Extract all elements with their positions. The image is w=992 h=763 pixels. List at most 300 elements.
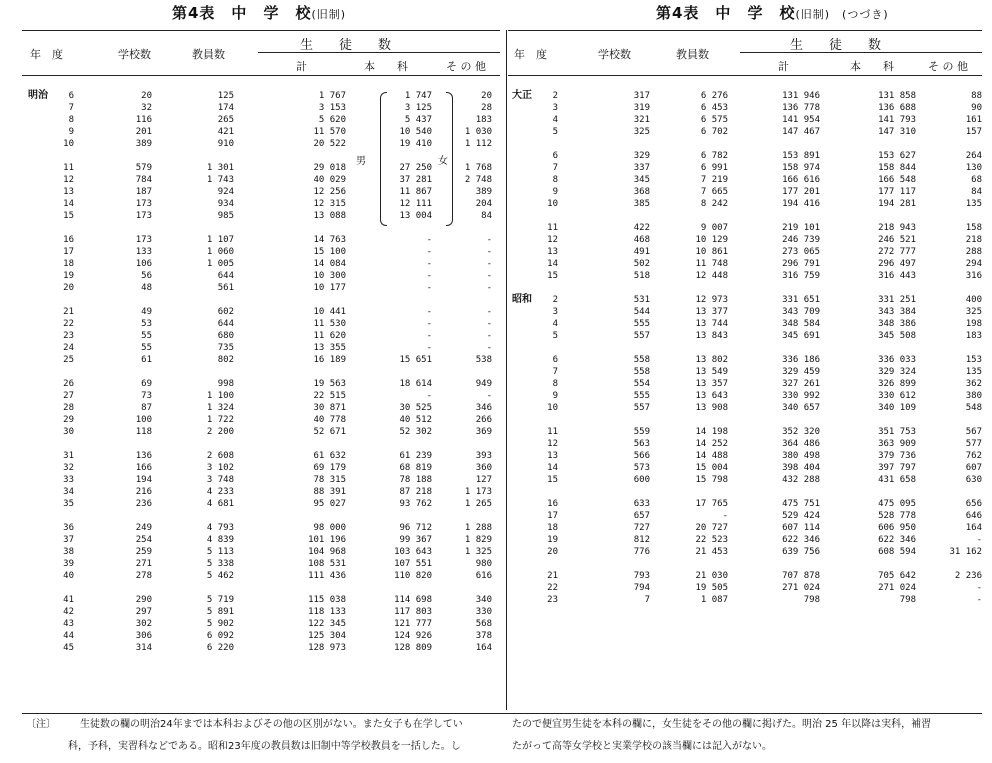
other-cell: -	[486, 283, 492, 293]
total-cell: 125 304	[308, 631, 346, 641]
total-cell: 343 709	[782, 307, 820, 317]
era-cell	[28, 246, 52, 258]
year-cell: 20	[63, 283, 74, 293]
year-cell: 21	[63, 307, 74, 317]
table-row	[28, 486, 492, 498]
main-cell: 18 614	[399, 379, 432, 389]
total-cell: 273 065	[782, 247, 820, 257]
era-cell	[512, 162, 536, 174]
total-cell: 13 355	[313, 343, 346, 353]
main-cell: 218 943	[878, 223, 916, 233]
other-cell: 28	[481, 103, 492, 113]
table-row	[512, 366, 982, 378]
year-cell: 43	[63, 619, 74, 629]
table-row	[28, 90, 492, 102]
era-cell	[28, 102, 52, 114]
note-left-line-1: 生徒数の欄の明治24年までは本科およびその他の区別がない。また女子も在学してい	[80, 719, 463, 730]
year-cell: 34	[63, 487, 74, 497]
era-cell	[28, 306, 52, 318]
table-row	[28, 618, 492, 630]
table-row	[512, 258, 982, 270]
era-cell	[28, 606, 52, 618]
year-cell: 8	[552, 379, 558, 389]
year-cell: 23	[63, 331, 74, 341]
era-cell	[28, 282, 52, 294]
main-cell: 194 281	[878, 199, 916, 209]
main-cell: 330 612	[878, 391, 916, 401]
era-cell	[28, 210, 52, 222]
main-cell: -	[426, 283, 432, 293]
table-row	[28, 126, 492, 138]
teachers-cell: 1 324	[206, 403, 234, 413]
total-cell: 153 891	[782, 151, 820, 161]
main-cell: 348 386	[878, 319, 916, 329]
era-cell	[512, 522, 536, 534]
left-header-total: 計	[296, 60, 307, 73]
total-cell: 147 467	[782, 127, 820, 137]
schools-cell: 201	[135, 127, 152, 137]
schools-cell: 793	[633, 571, 650, 581]
schools-cell: 329	[633, 151, 650, 161]
era-cell	[28, 114, 52, 126]
other-cell: -	[486, 391, 492, 401]
total-cell: 348 584	[782, 319, 820, 329]
total-cell: 13 088	[313, 211, 346, 221]
teachers-cell: 4 233	[206, 487, 234, 497]
spacer-cell	[28, 150, 492, 162]
main-cell: 316 443	[878, 271, 916, 281]
table-row	[28, 246, 492, 258]
table-row	[28, 498, 492, 510]
total-cell: 15 100	[313, 247, 346, 257]
era-cell	[28, 426, 52, 438]
other-cell: 548	[965, 403, 982, 413]
table-row	[512, 462, 982, 474]
main-cell: 96 712	[399, 523, 432, 533]
other-cell: -	[486, 343, 492, 353]
main-cell: 1 747	[404, 91, 432, 101]
year-cell: 27	[63, 391, 74, 401]
main-cell: 246 521	[878, 235, 916, 245]
era-cell	[512, 150, 536, 162]
era-cell: 明治	[28, 90, 48, 101]
table-row	[512, 546, 982, 558]
schools-cell: 216	[135, 487, 152, 497]
teachers-cell: 2 200	[206, 427, 234, 437]
year-cell: 23	[547, 595, 558, 605]
main-cell: 131 858	[878, 91, 916, 101]
total-cell: 707 878	[782, 571, 820, 581]
teachers-cell: 561	[217, 283, 234, 293]
main-cell: 329 324	[878, 367, 916, 377]
schools-cell: 55	[141, 331, 152, 341]
table-row	[512, 174, 982, 186]
total-cell: 12 256	[313, 187, 346, 197]
teachers-cell: 1 087	[700, 595, 728, 605]
schools-cell: 657	[633, 511, 650, 521]
era-cell	[28, 402, 52, 414]
total-cell: 607 114	[782, 523, 820, 533]
main-cell: 158 844	[878, 163, 916, 173]
table-row	[512, 318, 982, 330]
other-cell: 330	[475, 607, 492, 617]
total-cell: 5 620	[318, 115, 346, 125]
era-cell	[28, 270, 52, 282]
total-cell: 398 404	[782, 463, 820, 473]
table-row	[512, 234, 982, 246]
year-cell: 11	[547, 223, 558, 233]
main-cell: 622 346	[878, 535, 916, 545]
teachers-cell: 15 798	[695, 475, 728, 485]
schools-cell: 297	[135, 607, 152, 617]
spacer-cell	[512, 210, 982, 222]
schools-cell: 600	[633, 475, 650, 485]
schools-cell: 555	[633, 391, 650, 401]
group-spacer	[512, 486, 982, 498]
year-cell: 22	[63, 319, 74, 329]
total-cell: 10 441	[313, 307, 346, 317]
main-cell: -	[426, 235, 432, 245]
era-cell	[512, 546, 536, 558]
main-cell: -	[426, 319, 432, 329]
right-header-rule	[508, 75, 982, 76]
year-cell: 6	[552, 355, 558, 365]
era-cell	[512, 510, 536, 522]
teachers-cell: 13 802	[695, 355, 728, 365]
schools-cell: 48	[141, 283, 152, 293]
year-cell: 36	[63, 523, 74, 533]
spacer-cell	[28, 366, 492, 378]
year-cell: 16	[63, 235, 74, 245]
other-cell: 90	[971, 103, 982, 113]
era-cell	[512, 174, 536, 186]
left-header-main: 本 科	[364, 60, 408, 73]
teachers-cell: 17 765	[695, 499, 728, 509]
year-cell: 4	[552, 319, 558, 329]
right-top-rule	[508, 30, 982, 31]
main-cell: 10 540	[399, 127, 432, 137]
year-cell: 7	[552, 367, 558, 377]
total-cell: 118 133	[308, 607, 346, 617]
teachers-cell: 20 727	[695, 523, 728, 533]
year-cell: 37	[63, 535, 74, 545]
other-cell: 183	[965, 331, 982, 341]
teachers-cell: 21 453	[695, 547, 728, 557]
total-cell: 529 424	[782, 511, 820, 521]
right-header-schools: 学校数	[598, 48, 631, 61]
teachers-cell: 1 060	[206, 247, 234, 257]
total-cell: 101 196	[308, 535, 346, 545]
year-cell: 14	[547, 259, 558, 269]
schools-cell: 187	[135, 187, 152, 197]
main-cell: 78 188	[399, 475, 432, 485]
teachers-cell: 1 107	[206, 235, 234, 245]
era-cell	[512, 258, 536, 270]
main-cell: 107 551	[394, 559, 432, 569]
spacer-cell	[28, 510, 492, 522]
year-cell: 39	[63, 559, 74, 569]
schools-cell: 87	[141, 403, 152, 413]
main-cell: 15 651	[399, 355, 432, 365]
other-cell: 31 162	[949, 547, 982, 557]
teachers-cell: 421	[217, 127, 234, 137]
total-cell: 20 522	[313, 139, 346, 149]
teachers-cell: 6 453	[700, 103, 728, 113]
other-cell: 568	[475, 619, 492, 629]
schools-cell: 468	[633, 235, 650, 245]
main-cell: 345 508	[878, 331, 916, 341]
schools-cell: 278	[135, 571, 152, 581]
era-cell	[28, 450, 52, 462]
group-spacer	[28, 510, 492, 522]
total-cell: 14 084	[313, 259, 346, 269]
era-cell	[512, 126, 536, 138]
other-cell: 20	[481, 91, 492, 101]
era-cell	[512, 114, 536, 126]
year-cell: 38	[63, 547, 74, 557]
spacer-cell	[28, 438, 492, 450]
teachers-cell: 1 005	[206, 259, 234, 269]
schools-cell: 49	[141, 307, 152, 317]
schools-cell: 56	[141, 271, 152, 281]
year-cell: 18	[63, 259, 74, 269]
era-cell	[28, 558, 52, 570]
year-cell: 33	[63, 475, 74, 485]
main-cell: -	[426, 331, 432, 341]
teachers-cell: 7 219	[700, 175, 728, 185]
total-cell: 11 570	[313, 127, 346, 137]
table-row	[512, 378, 982, 390]
table-row	[28, 258, 492, 270]
era-cell	[28, 618, 52, 630]
table-row	[28, 522, 492, 534]
total-cell: 14 763	[313, 235, 346, 245]
table-row	[28, 138, 492, 150]
table-row	[28, 234, 492, 246]
teachers-cell: 15 004	[695, 463, 728, 473]
teachers-cell: 1 722	[206, 415, 234, 425]
other-cell: 68	[971, 175, 982, 185]
table-row	[512, 402, 982, 414]
teachers-cell: 13 549	[695, 367, 728, 377]
total-cell: 78 315	[313, 475, 346, 485]
left-label-male: 男	[356, 156, 366, 167]
schools-cell: 106	[135, 259, 152, 269]
total-cell: 22 515	[313, 391, 346, 401]
year-cell: 19	[547, 535, 558, 545]
other-cell: 646	[965, 511, 982, 521]
teachers-cell: 644	[217, 271, 234, 281]
year-cell: 2	[552, 295, 558, 305]
right-data-table	[512, 90, 982, 606]
schools-cell: 254	[135, 535, 152, 545]
other-cell: 340	[475, 595, 492, 605]
total-cell: 30 871	[313, 403, 346, 413]
table-row	[28, 306, 492, 318]
left-table-body	[28, 90, 492, 654]
note-label: 〔注〕	[26, 719, 56, 730]
note-left-line-2: 科，予科，実習科などである。昭和23年度の教員数は旧制中等学校教員を一括した。し	[68, 741, 461, 752]
schools-cell: 337	[633, 163, 650, 173]
spacer-cell	[512, 282, 982, 294]
main-cell: 40 512	[399, 415, 432, 425]
main-cell: 103 643	[394, 547, 432, 557]
total-cell: 331 651	[782, 295, 820, 305]
era-cell	[512, 570, 536, 582]
era-cell	[28, 342, 52, 354]
main-cell: 397 797	[878, 463, 916, 473]
year-cell: 9	[68, 127, 74, 137]
total-cell: 12 315	[313, 199, 346, 209]
table-row	[512, 594, 982, 606]
other-cell: 630	[965, 475, 982, 485]
left-header-rule	[22, 75, 500, 76]
total-cell: 3 153	[318, 103, 346, 113]
main-cell: 166 548	[878, 175, 916, 185]
total-cell: 10 300	[313, 271, 346, 281]
teachers-cell: 9 007	[700, 223, 728, 233]
main-cell: -	[426, 271, 432, 281]
group-spacer	[28, 582, 492, 594]
schools-cell: 116	[135, 115, 152, 125]
other-cell: 183	[475, 115, 492, 125]
year-cell: 15	[63, 211, 74, 221]
main-cell: 272 777	[878, 247, 916, 257]
schools-cell: 100	[135, 415, 152, 425]
year-cell: 14	[547, 463, 558, 473]
total-cell: 88 391	[313, 487, 346, 497]
total-cell: 52 671	[313, 427, 346, 437]
schools-cell: 73	[141, 391, 152, 401]
table-row	[512, 270, 982, 282]
schools-cell: 794	[633, 583, 650, 593]
other-cell: 1 265	[464, 499, 492, 509]
table-row	[28, 414, 492, 426]
teachers-cell: 3 102	[206, 463, 234, 473]
table-row	[28, 186, 492, 198]
year-cell: 7	[552, 163, 558, 173]
teachers-cell: 10 861	[695, 247, 728, 257]
year-cell: 40	[63, 571, 74, 581]
main-cell: 340 109	[878, 403, 916, 413]
total-cell: 219 101	[782, 223, 820, 233]
era-cell	[512, 462, 536, 474]
year-cell: 26	[63, 379, 74, 389]
era-cell	[512, 270, 536, 282]
teachers-cell: 14 252	[695, 439, 728, 449]
other-cell: 218	[965, 235, 982, 245]
era-cell	[512, 318, 536, 330]
group-spacer	[28, 294, 492, 306]
year-cell: 35	[63, 499, 74, 509]
year-cell: 21	[547, 571, 558, 581]
main-cell: 128 809	[394, 643, 432, 653]
total-cell: 16 189	[313, 355, 346, 365]
group-spacer	[512, 342, 982, 354]
total-cell: 316 759	[782, 271, 820, 281]
other-cell: 577	[965, 439, 982, 449]
total-cell: 40 778	[313, 415, 346, 425]
table-row	[28, 342, 492, 354]
era-cell	[512, 498, 536, 510]
right-header-total: 計	[778, 60, 789, 73]
total-cell: 380 498	[782, 451, 820, 461]
main-cell: 326 899	[878, 379, 916, 389]
total-cell: 194 416	[782, 199, 820, 209]
main-cell: 475 095	[878, 499, 916, 509]
schools-cell: 302	[135, 619, 152, 629]
schools-cell: 259	[135, 547, 152, 557]
main-cell: 117 803	[394, 607, 432, 617]
era-cell	[512, 102, 536, 114]
teachers-cell: 735	[217, 343, 234, 353]
year-cell: 13	[547, 451, 558, 461]
teachers-cell: 644	[217, 319, 234, 329]
main-cell: 606 950	[878, 523, 916, 533]
era-cell: 大正	[512, 90, 532, 101]
total-cell: 271 024	[782, 583, 820, 593]
spacer-cell	[512, 342, 982, 354]
schools-cell: 55	[141, 343, 152, 353]
era-cell	[512, 306, 536, 318]
table-row	[512, 354, 982, 366]
main-cell: 110 820	[394, 571, 432, 581]
schools-cell: 7	[644, 595, 650, 605]
table-row	[512, 390, 982, 402]
other-cell: 198	[965, 319, 982, 329]
schools-cell: 812	[633, 535, 650, 545]
other-cell: -	[976, 583, 982, 593]
spacer-cell	[512, 414, 982, 426]
year-cell: 11	[547, 427, 558, 437]
schools-cell: 236	[135, 499, 152, 509]
teachers-cell: 125	[217, 91, 234, 101]
main-cell: -	[426, 247, 432, 257]
total-cell: 798	[803, 595, 820, 605]
group-spacer	[512, 282, 982, 294]
total-cell: 327 261	[782, 379, 820, 389]
total-cell: 364 486	[782, 439, 820, 449]
year-cell: 18	[547, 523, 558, 533]
teachers-cell: 910	[217, 139, 234, 149]
teachers-cell: 19 505	[695, 583, 728, 593]
era-cell	[512, 582, 536, 594]
teachers-cell: 7 665	[700, 187, 728, 197]
main-cell: 141 793	[878, 115, 916, 125]
year-cell: 12	[63, 175, 74, 185]
schools-cell: 502	[633, 259, 650, 269]
year-cell: 3	[552, 103, 558, 113]
era-cell	[28, 390, 52, 402]
total-cell: 177 201	[782, 187, 820, 197]
table-row	[28, 630, 492, 642]
table-row	[28, 102, 492, 114]
main-cell: -	[426, 391, 432, 401]
other-cell: 158	[965, 223, 982, 233]
table-row	[28, 270, 492, 282]
main-cell: 343 384	[878, 307, 916, 317]
schools-cell: 518	[633, 271, 650, 281]
year-cell: 32	[63, 463, 74, 473]
table-row	[28, 462, 492, 474]
total-cell: 340 657	[782, 403, 820, 413]
other-cell: -	[486, 319, 492, 329]
table-row	[28, 282, 492, 294]
teachers-cell: 13 843	[695, 331, 728, 341]
main-cell: 68 819	[399, 463, 432, 473]
other-cell: 980	[475, 559, 492, 569]
other-cell: -	[486, 307, 492, 317]
